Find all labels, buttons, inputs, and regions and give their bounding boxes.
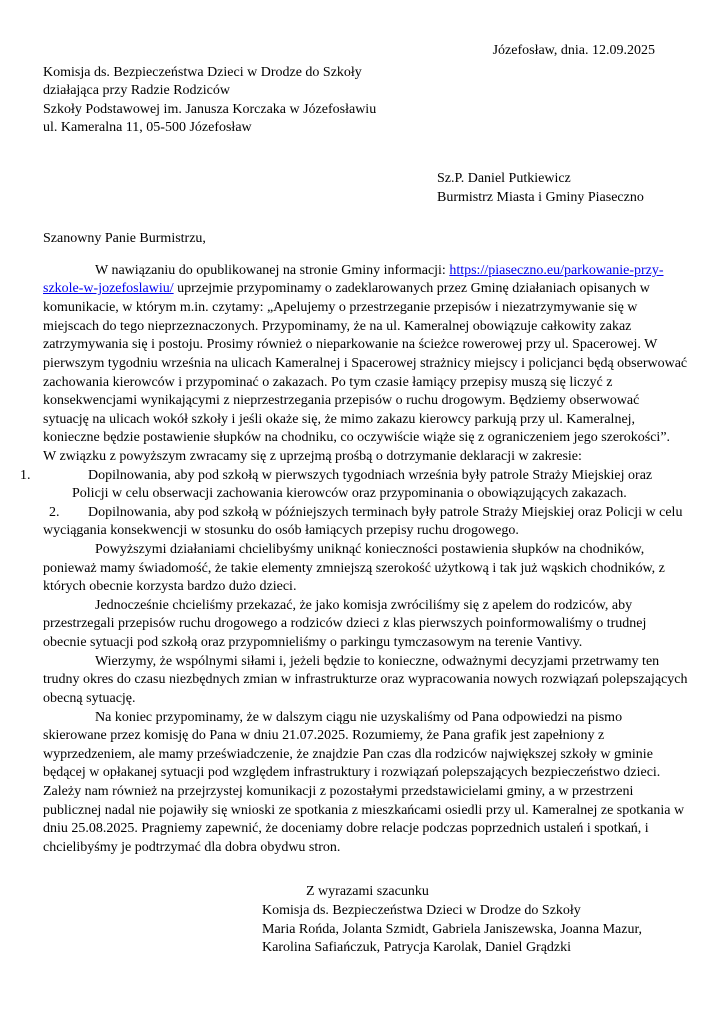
sender-line: ul. Kameralna 11, 05-500 Józefosław <box>43 120 252 136</box>
closing-block <box>262 883 688 957</box>
list-item-1 <box>20 467 688 504</box>
sender-line: Szkoły Podstawowej im. Janusza Korczaka w Józefosławiu <box>43 101 377 117</box>
piaseczno-parking-link[interactable]: https://piaseczno.eu/parkowanie-przy-szkole-w-jozefoslawiu/ <box>43 262 664 297</box>
date-line: Józefosław, dnia. 12.09.2025 <box>492 43 655 58</box>
closing-signatories-line: Maria Rońda, Jolanta Szmidt, Gabriela Janiszewska, Joanna Mazur, <box>262 921 643 937</box>
list-item-1-text: Dopilnowania, aby pod szkołą w pierwszych tygodniach września były patrole Straży Miejskiej oraz Policji w celu obserwacji zachowania kierowców oraz przypominania o obowiązujących zakazach. <box>72 467 653 502</box>
list-item-2-number: 2. <box>49 504 60 520</box>
paragraph-parents-appeal: Jednocześnie chcieliśmy przekazać, że jako komisja zwróciliśmy się z apelem do rodziców, aby przestrzegali przepisów ruchu drogowego a rodziców dzieci z klas pierwszych poinformowaliśmy o trudnej obecnie sytuacji pod szkołą oraz przypomnieliśmy o parkingu tymczasowym na terenie Vantivy. <box>43 597 647 651</box>
recipient-title: Burmistrz Miasta i Gminy Piaseczno <box>437 189 644 205</box>
closing-phrase: Z wyrazami szacunku <box>306 884 429 900</box>
paragraph-intro-text: W nawiązaniu do opublikowanej na stronie Gminy informacji: <box>95 262 450 278</box>
recipient-block <box>437 170 688 207</box>
recipient-name: Sz.P. Daniel Putkiewicz <box>437 171 571 187</box>
list-item-1-number: 1. <box>20 467 31 483</box>
paragraph-cooperation: Wierzymy, że wspólnymi siłami i, jeżeli będzie to konieczne, odważnymi decyzjami przetrwamy ten trudny okres do czasu niezbędnych zmian w infrastrukturze oraz wypracowania nowych rozwiązań polepszających obecną sytuację. <box>43 653 688 706</box>
list-item-2 <box>43 504 688 541</box>
list-item-2-text: Dopilnowania, aby pod szkołą w późniejszych terminach były patrole Straży Miejskiej oraz Policji w celu wyciągania konsekwencji w stosunku do osób łamiących przepisy ruchu drogowego. <box>43 504 683 539</box>
closing-signatories-line: Karolina Safiańczuk, Patrycja Karolak, Daniel Grądzki <box>262 940 572 956</box>
paragraph-request-intro: W związku z powyższym zwracamy się z uprzejmą prośbą o dotrzymanie deklaracji w zakresie: <box>43 448 582 464</box>
paragraph-intro-continuation: uprzejmie przypominamy o zadeklarowanych przez Gminę działaniach opisanych w komunikacie, w którym m.in. czytamy: „Apelujemy o przestrzeganie przepisów i niezatrzymywanie się w miejscach do tego nieprzeznaczonych. Przypominamy, że na ul. Kameralnej obowiązuje całkowity zakaz zatrzymywania się i postoju. Prosimy również o nieparkowanie na ścieżce rowerowej przy ul. Spacerowej. W pierwszym tygodniu września na ulicach Kameralnej i Spacerowej strażnicy miejscy i policjanci będą obserwować zachowania kierowców i przypominać o zakazach. Po tym czasie łamiący przepisy muszą się liczyć z konsekwencjami wynikającymi z nieprzestrzegania przepisów o ruchu drogowym. Będziemy obserwować sytuację na ulicach wokół szkoły i jeśli okaże się, że mimo zakazu kierowcy parkują przy ul. Kameralnej, konieczne będzie postawienie słupków na chodniku, co oczywiście wiąże się z ograniczeniem jego szerokości”. <box>43 281 688 446</box>
paragraph-bollards: Powyższymi działaniami chcielibyśmy uniknąć konieczności postawienia słupków na chodników, ponieważ mamy świadomość, że takie elementy zmniejszą szerokość użytkową i tak już wąskich chodników, z których obecnie korzysta bardzo dużo dzieci. <box>43 542 665 595</box>
sender-block <box>43 64 688 138</box>
paragraph-reminder: Na koniec przypominamy, że w dalszym ciągu nie uzyskaliśmy od Pana odpowiedzi na pismo skierowane przez komisję do Pana w dniu 21.07.2025. Rozumiemy, że Pana grafik jest zapełniony z wyprzedzeniem, ale mamy przeświadczenie, że znajdzie Pan czas dla rodziców największej szkoły w gminie będącej w opłakanej sytuacji pod względem infrastruktury i rozwiązań polepszających bezpieczeństwo dzieci. Zależy nam również na przejrzystej komunikacji z pozostałymi przedstawicielami gminy, a w przestrzeni publicznej nadal nie pojawiły się wnioski ze spotkania z mieszkańcami osiedli przy ul. Kameralnej ze spotkania w dniu 25.08.2025. Pragniemy zapewnić, że doceniamy dobre relacje podczas poprzednich ustaleń i spotkań, i chcielibyśmy je podtrzymać dla dobra obydwu stron. <box>43 709 685 855</box>
salutation: Szanowny Panie Burmistrzu, <box>43 231 206 247</box>
sender-line: działająca przy Radzie Rodziców <box>43 83 230 99</box>
closing-committee: Komisja ds. Bezpieczeństwa Dzieci w Drodze do Szkoły <box>262 902 581 918</box>
letter-body <box>20 262 688 858</box>
sender-line: Komisja ds. Bezpieczeństwa Dzieci w Drodze do Szkoły <box>43 64 362 80</box>
paragraph-intro <box>43 262 688 448</box>
